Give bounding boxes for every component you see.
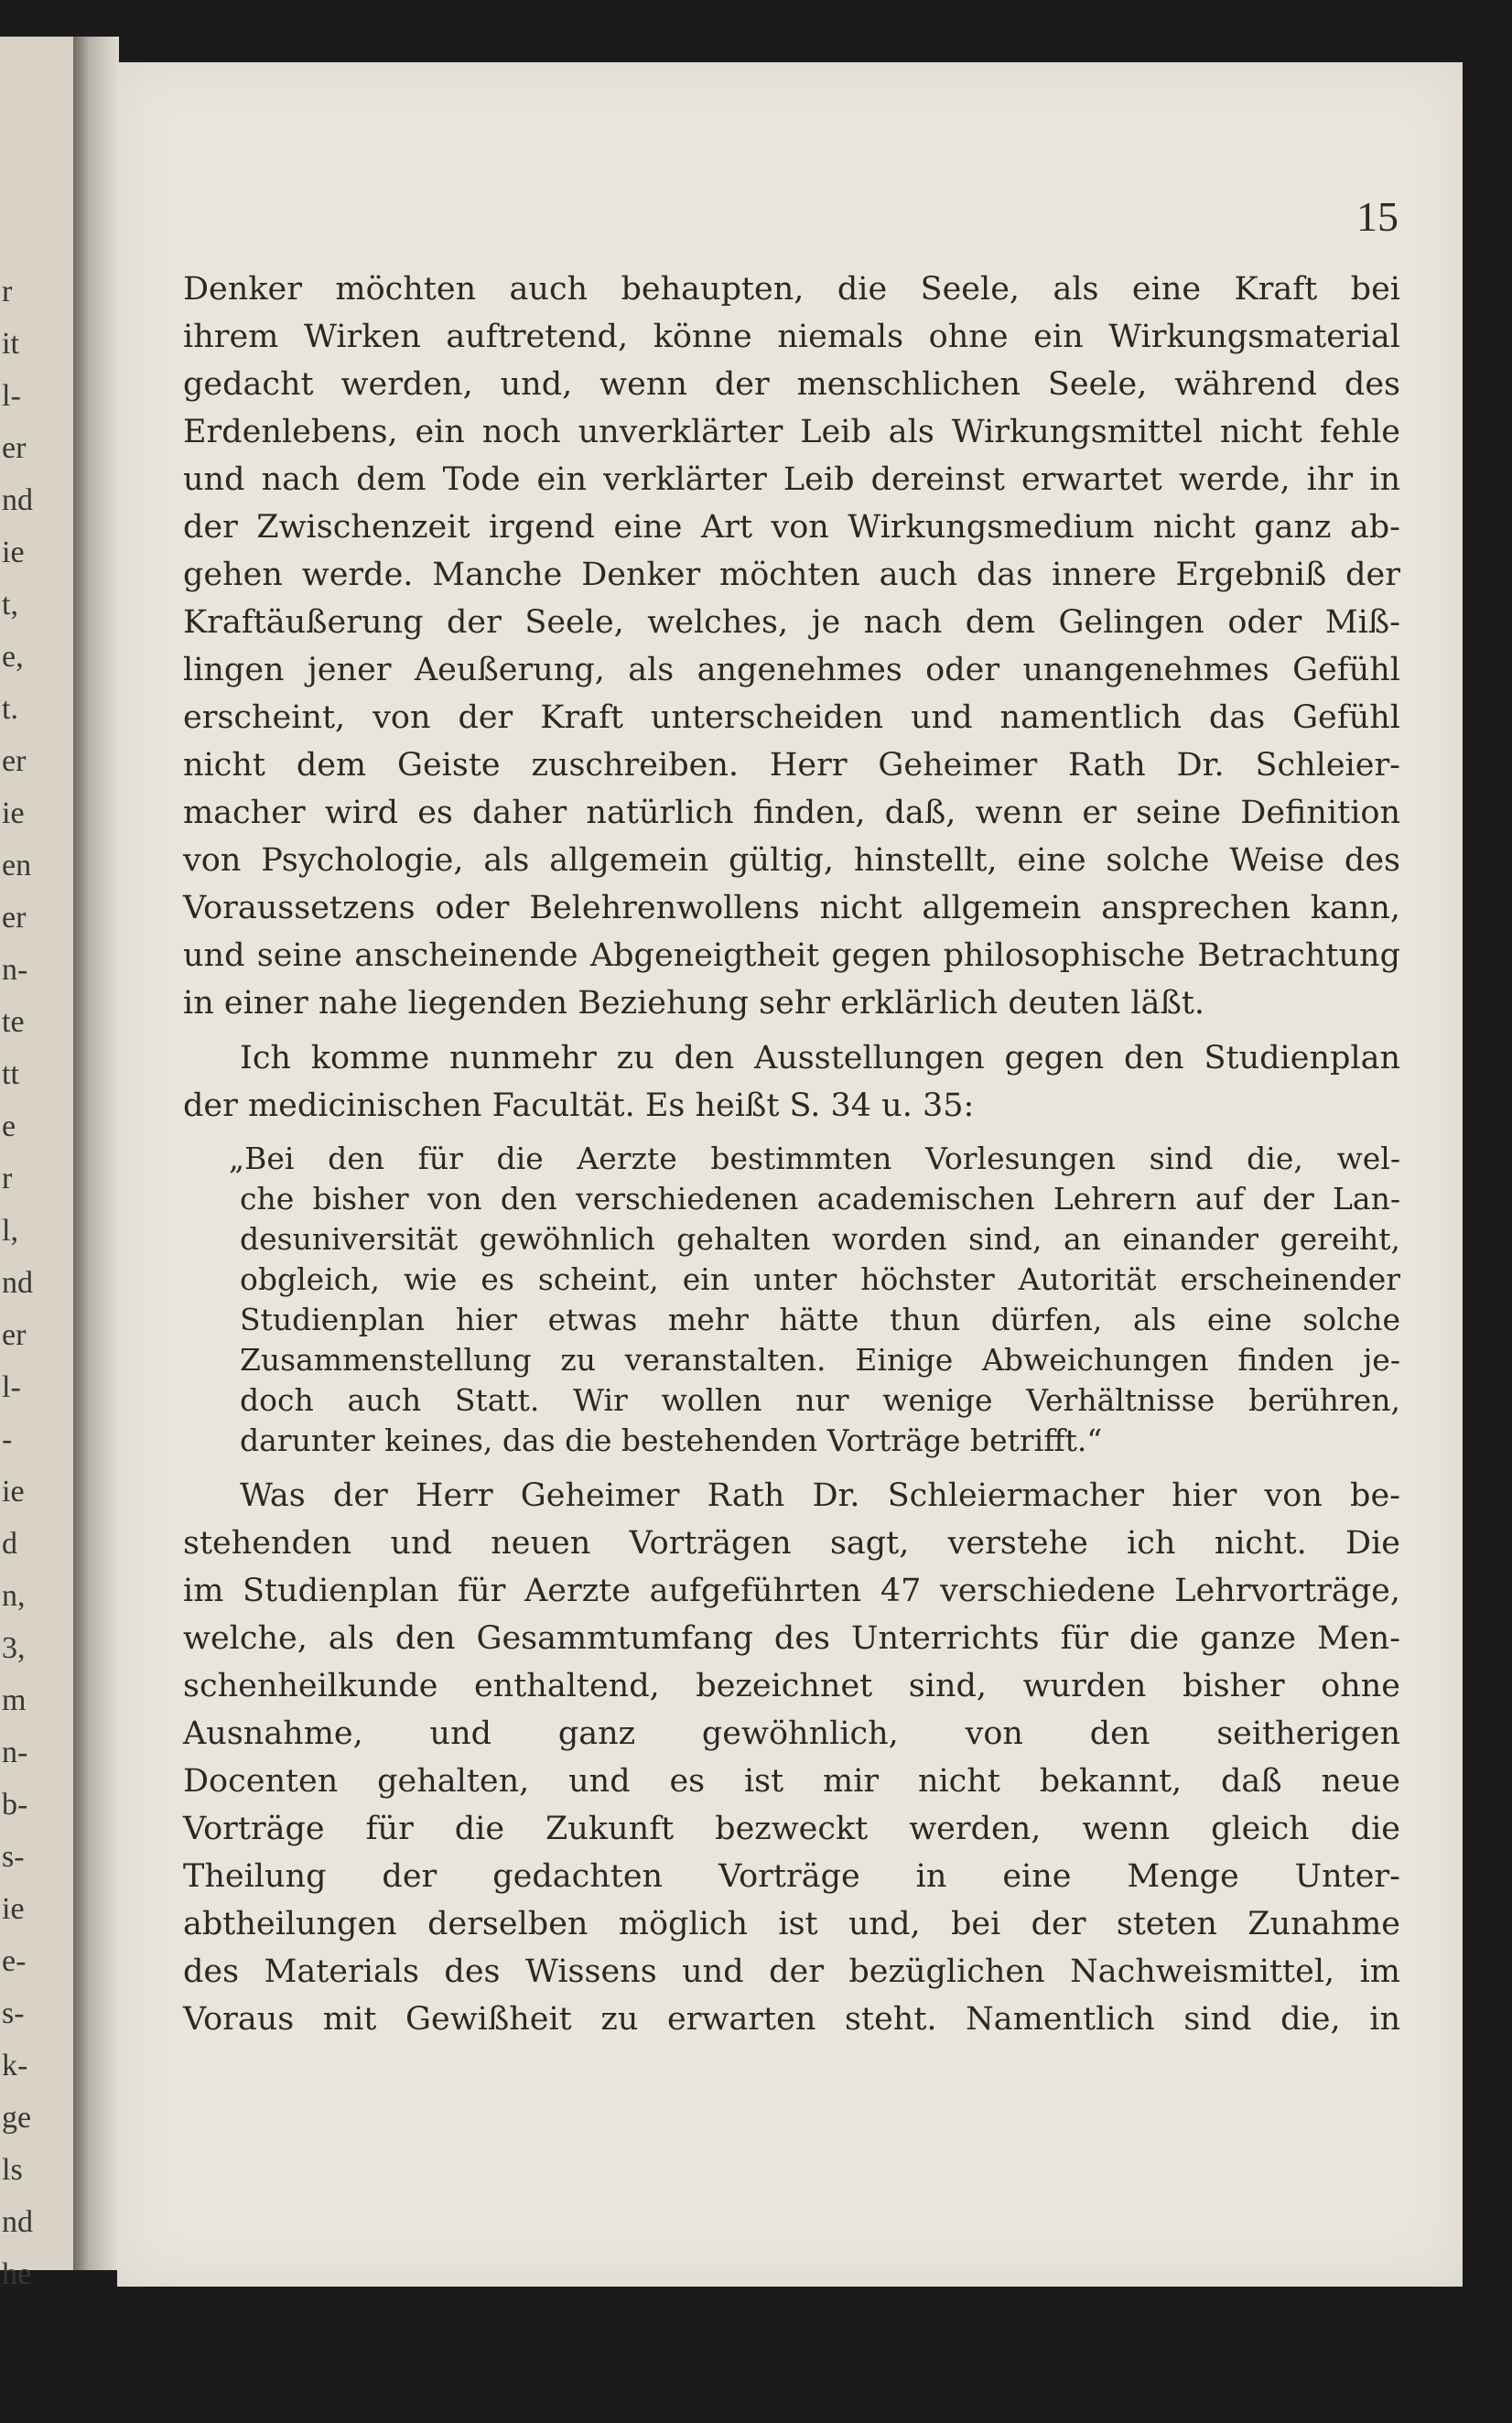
facing-page-fragment: he [2, 2257, 32, 2291]
text-line: erscheint, von der Kraft unterscheiden und namentlich das Gefühl [183, 699, 1400, 736]
facing-page-fragment: n, [2, 1579, 26, 1613]
facing-page-fragment: e [2, 1109, 16, 1143]
text-line: der medicinischen Facultät. Es heißt S. 34 u. 35: [183, 1087, 975, 1124]
facing-page-fragment: en [2, 849, 32, 882]
block-quote [183, 1139, 1400, 1461]
facing-page-fragment: tt [2, 1057, 19, 1091]
text-line: Ich komme nunmehr zu den Ausstellungen gegen den Studienplan [240, 1040, 1400, 1076]
page-number: 15 [1356, 193, 1399, 240]
quote-line: „Bei den für die Aerzte bestimmten Vorlesungen sind die, wel- [229, 1141, 1400, 1176]
text-line: Vorträge für die Zukunft bezweckt werden, wenn gleich die [183, 1811, 1400, 1847]
text-line: welche, als den Gesammtumfang des Unterrichts für die ganze Men- [183, 1620, 1400, 1657]
facing-page-fragment: d [2, 1527, 17, 1561]
text-line: in einer nahe liegenden Beziehung sehr erklärlich deuten läßt. [183, 985, 1205, 1022]
quote-line: darunter keines, das die bestehenden Vorträge betrifft.“ [240, 1422, 1103, 1458]
text-line: ihrem Wirken auftretend, könne niemals ohne ein Wirkungsmaterial [183, 319, 1400, 355]
text-line: von Psychologie, als allgemein gültig, hinstellt, eine solche Weise des [183, 842, 1400, 879]
facing-page-fragment: ie [2, 535, 25, 569]
page-text [183, 265, 1400, 2043]
text-line: Voraussetzens oder Belehrenwollens nicht allgemein ansprechen kann, [183, 890, 1400, 926]
text-line: im Studienplan für Aerzte aufgeführten 47 verschiedene Lehrvorträge, [183, 1573, 1400, 1609]
facing-page-fragment: r [2, 275, 13, 308]
facing-page-fragment: nd [2, 2205, 33, 2239]
text-line: abtheilungen derselben möglich ist und, bei der steten Zunahme [183, 1906, 1400, 1942]
facing-page-fragment: k- [2, 2049, 28, 2082]
quote-line: doch auch Statt. Wir wollen nur wenige Verhältnisse berühren, [240, 1382, 1400, 1418]
text-line: nicht dem Geiste zuschreiben. Herr Geheimer Rath Dr. Schleier- [183, 747, 1400, 784]
facing-page-fragment: ie [2, 796, 25, 830]
facing-page-fragment: e, [2, 640, 24, 674]
quote-line: desuniversität gewöhnlich gehalten worden sind, an einander gereiht, [240, 1221, 1400, 1257]
facing-page-fragment: l- [2, 1370, 21, 1404]
text-line: gehen werde. Manche Denker möchten auch das innere Ergebniß der [183, 557, 1400, 593]
facing-page-fragment: ie [2, 1475, 25, 1509]
facing-page-fragment: ls [2, 2153, 23, 2187]
facing-page-fragment: er [2, 1318, 27, 1352]
paragraph-2 [183, 1034, 1400, 1130]
facing-page-fragment: e- [2, 1944, 27, 1978]
facing-page-fragment: it [2, 327, 19, 361]
quote-line: obgleich, wie es scheint, ein unter höchster Autorität erscheinender [240, 1261, 1400, 1297]
text-line: Erdenlebens, ein noch unverklärter Leib als Wirkungsmittel nicht fehle [183, 414, 1400, 450]
facing-page-fragment: l, [2, 1214, 18, 1248]
facing-page-fragment: ie [2, 1892, 25, 1926]
text-line: gedacht werden, und, wenn der menschlichen Seele, während des [183, 366, 1400, 403]
text-line: Docenten gehalten, und es ist mir nicht bekannt, daß neue [183, 1763, 1400, 1800]
text-line: stehenden und neuen Vorträgen sagt, verstehe ich nicht. Die [183, 1525, 1400, 1562]
text-line: Was der Herr Geheimer Rath Dr. Schleiermacher hier von be- [240, 1477, 1400, 1514]
quote-line: che bisher von den verschiedenen academischen Lehrern auf der Lan- [240, 1181, 1400, 1217]
text-line: und seine anscheinende Abgeneigtheit gegen philosophische Betrachtung [183, 937, 1400, 974]
facing-page-fragment: s- [2, 1996, 25, 2030]
book-gutter [73, 37, 119, 2270]
facing-page-fragment: er [2, 744, 27, 778]
facing-page-fragment: - [2, 1422, 13, 1456]
text-line: Voraus mit Gewißheit zu erwarten steht. Namentlich sind die, in [183, 2001, 1400, 2038]
text-line: des Materials des Wissens und der bezüglichen Nachweismittel, im [183, 1953, 1400, 1990]
facing-page-fragment: ge [2, 2101, 32, 2135]
facing-page-fragment: n- [2, 1736, 28, 1769]
facing-page-fragment: n- [2, 953, 28, 987]
facing-page-fragment: b- [2, 1788, 28, 1822]
facing-page-fragment: er [2, 901, 27, 935]
facing-page-fragment: m [2, 1683, 27, 1717]
text-line: schenheilkunde enthaltend, bezeichnet sind, wurden bisher ohne [183, 1668, 1400, 1704]
paragraph-1 [183, 265, 1400, 1027]
facing-page-fragment: te [2, 1005, 25, 1039]
text-line: Ausnahme, und ganz gewöhnlich, von den seitherigen [183, 1715, 1400, 1752]
facing-page-fragment: nd [2, 483, 33, 517]
quote-line: Studienplan hier etwas mehr hätte thun dürfen, als eine solche [240, 1302, 1400, 1337]
paragraph-3 [183, 1472, 1400, 2043]
facing-page-fragment: 3, [2, 1631, 26, 1665]
text-line: Denker möchten auch behaupten, die Seele, als eine Kraft bei [183, 271, 1400, 308]
book-page [117, 62, 1463, 2287]
facing-page-fragment: nd [2, 1266, 33, 1300]
facing-page-fragment: r [2, 1162, 13, 1195]
text-line: der Zwischenzeit irgend eine Art von Wirkungsmedium nicht ganz ab- [183, 509, 1400, 546]
facing-page-fragment: er [2, 431, 27, 465]
text-line: macher wird es daher natürlich finden, daß, wenn er seine Definition [183, 795, 1400, 831]
facing-page-fragment: s- [2, 1840, 25, 1874]
text-line: Kraftäußerung der Seele, welches, je nach dem Gelingen oder Miß- [183, 604, 1400, 641]
facing-page-fragment: l- [2, 379, 21, 413]
facing-page-edge [0, 37, 73, 2291]
text-line: lingen jener Aeußerung, als angenehmes oder unangenehmes Gefühl [183, 652, 1400, 688]
facing-page-fragment: t. [2, 692, 18, 726]
facing-page-fragment: t, [2, 588, 18, 622]
text-line: Theilung der gedachten Vorträge in eine Menge Unter- [183, 1858, 1400, 1895]
quote-line: Zusammenstellung zu veranstalten. Einige Abweichungen finden je- [240, 1342, 1400, 1378]
text-line: und nach dem Tode ein verklärter Leib dereinst erwartet werde, ihr in [183, 461, 1400, 498]
